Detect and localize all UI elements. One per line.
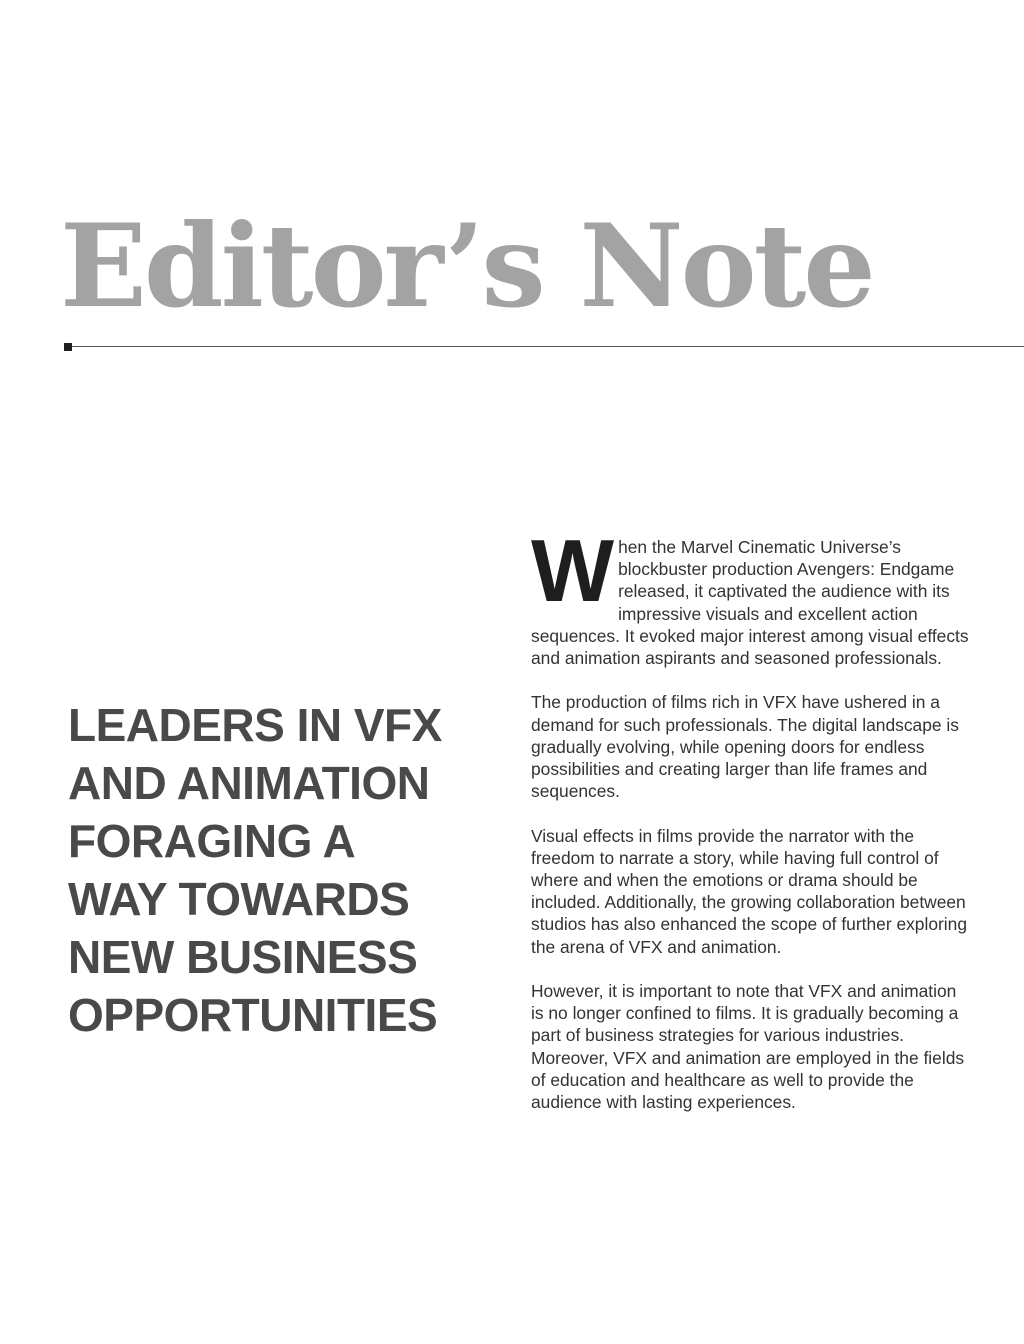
- title-divider: [64, 346, 1024, 347]
- body-paragraph: Visual effects in films provide the narrator with the freedom to narrate a story, while having full control of where and when the emotions or drama should be included. Additionally, the growing collaboration between studios has also enhanced the scope of further exploring the arena of VFX and animation.: [531, 825, 968, 957]
- drop-cap: W: [531, 521, 613, 620]
- headline-line: AND ANIMATION: [68, 757, 430, 809]
- page-title: Editor’s Note: [60, 199, 873, 333]
- body-paragraph: The production of films rich in VFX have ushered in a demand for such professionals. The digital landscape is gradually evolving, while opening doors for endless possibilities and creating larger than life frames and sequences.: [531, 692, 959, 802]
- body-paragraph: However, it is important to note that VFX and animation is no longer confined to films. It is gradually becoming a part of business strategies for various industries. Moreover, VFX and animation are employed in the fields of education and healthcare as well to provide the audience with lasting experiences.: [531, 981, 965, 1113]
- body-paragraph: [531, 521, 971, 669]
- headline-line: OPPORTUNITIES: [68, 989, 438, 1041]
- headline-line: FORAGING A: [68, 815, 356, 867]
- article-body: [531, 521, 971, 1135]
- divider-marker: [64, 343, 72, 351]
- paragraph-text: hen the Marvel Cinematic Universe’s blockbuster production Avengers: Endgame released, it captivated the audience with its impressive visuals and excellent action sequences. It evoked major interest among visual effects and animation aspirants and seasoned professionals.: [531, 537, 969, 669]
- headline-line: NEW BUSINESS: [68, 931, 418, 983]
- article-headline: [68, 696, 518, 1044]
- headline-line: WAY TOWARDS: [68, 873, 410, 925]
- headline-line: LEADERS IN VFX: [68, 699, 442, 751]
